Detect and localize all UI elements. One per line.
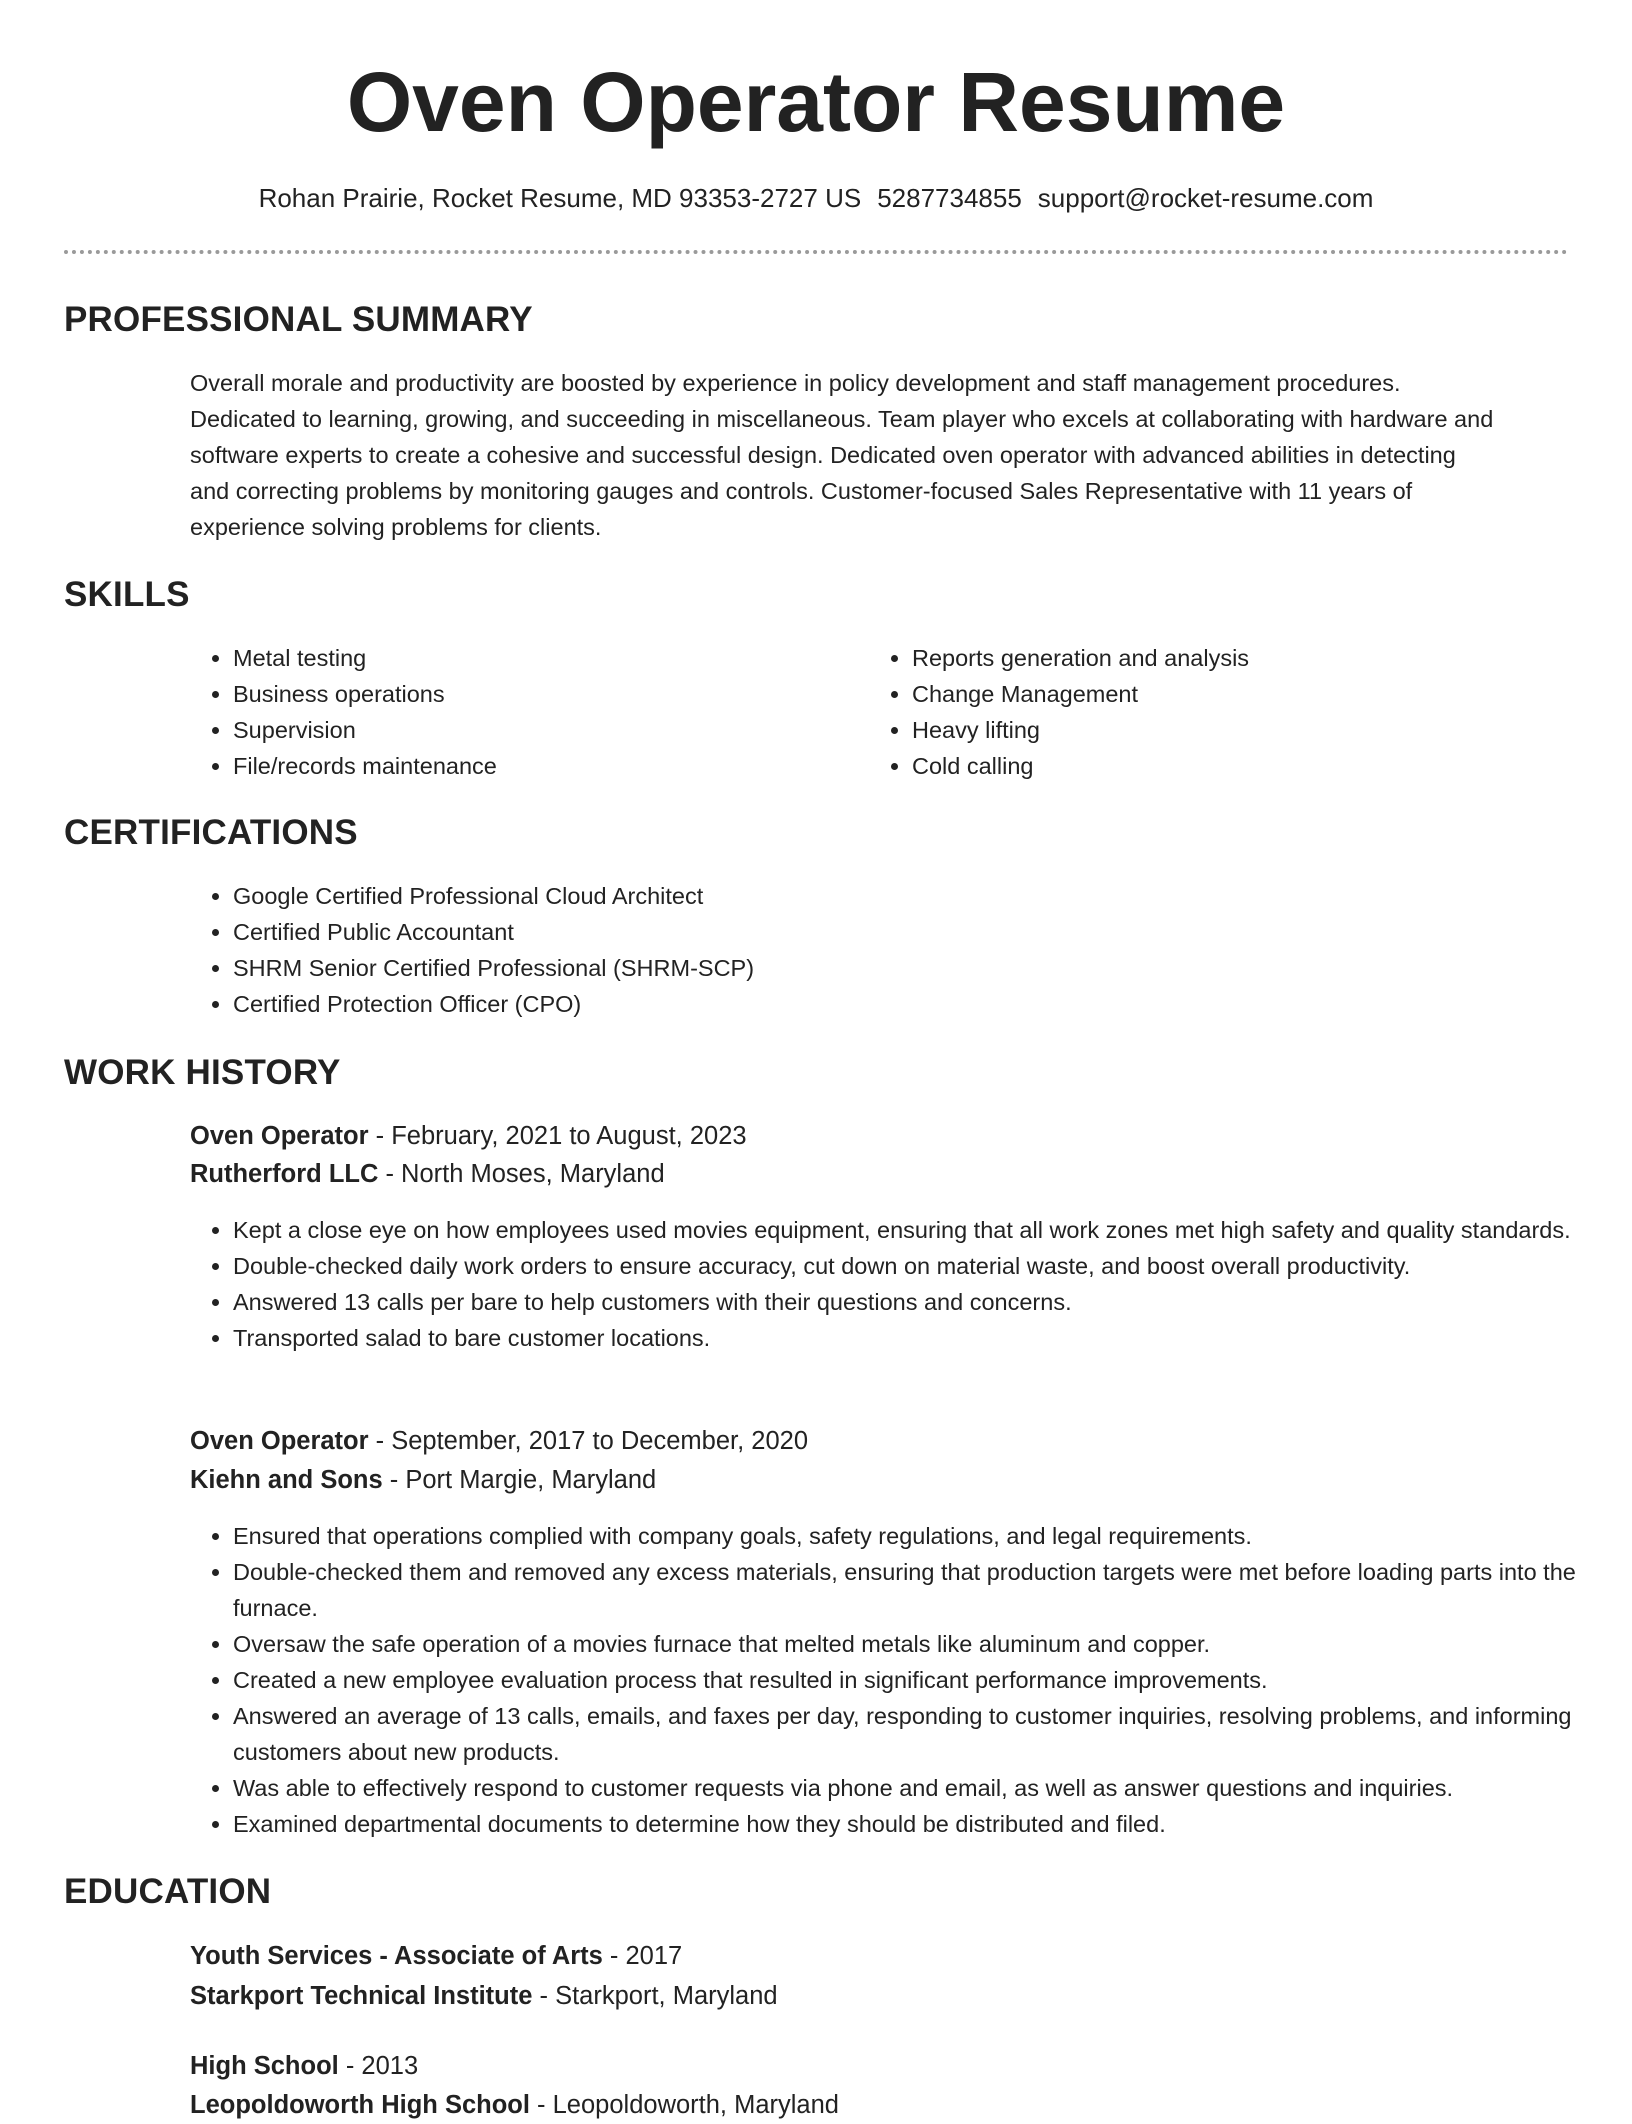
education-degree-line	[190, 1937, 682, 1975]
job-company-line	[190, 1155, 665, 1193]
education-school-line	[190, 2086, 839, 2124]
education-degree: Youth Services - Associate of Arts	[190, 1942, 603, 1970]
contact-phone: 5287734855	[877, 183, 1022, 213]
header-divider	[64, 250, 1568, 254]
certification-item: • Certified Protection Officer (CPO)	[233, 986, 1613, 1022]
skill-item: • Cold calling	[912, 748, 1532, 784]
skill-item: • Reports generation and analysis	[912, 640, 1532, 676]
summary-line: Overall morale and productivity are boosted by experience in policy development and staff management procedures.	[190, 370, 1401, 396]
summary-text	[190, 365, 1570, 545]
job-title: Oven Operator	[190, 1427, 369, 1455]
job-bullets	[190, 1518, 1613, 1842]
certifications-list	[190, 878, 1613, 1022]
education-degree-line	[190, 2047, 418, 2085]
skill-item: • Metal testing	[233, 640, 853, 676]
skill-item: • Heavy lifting	[912, 712, 1532, 748]
job-bullet: • Double-checked daily work orders to ensure accuracy, cut down on material waste, and boost overall productivity.	[233, 1248, 1613, 1284]
job-bullet: • Ensured that operations complied with company goals, safety regulations, and legal requirements.	[233, 1518, 1613, 1554]
job-dates: - February, 2021 to August, 2023	[368, 1122, 747, 1150]
job-bullet: • Was able to effectively respond to customer requests via phone and email, as well as answer questions and inquiries.	[233, 1770, 1613, 1806]
section-title-summary: PROFESSIONAL SUMMARY	[64, 300, 533, 339]
job-bullet: • Transported salad to bare customer locations.	[233, 1320, 1613, 1356]
summary-line: Dedicated to learning, growing, and succeeding in miscellaneous. Team player who excels at collaborating with hardware and	[190, 406, 1494, 432]
skills-list-right	[869, 640, 1532, 784]
job-dates: - September, 2017 to December, 2020	[368, 1427, 809, 1455]
job-bullets	[190, 1212, 1613, 1356]
education-degree: High School	[190, 2052, 339, 2080]
job-title: Oven Operator	[190, 1122, 369, 1150]
certification-item: • Google Certified Professional Cloud Architect	[233, 878, 1613, 914]
education-school: Leopoldoworth High School	[190, 2091, 530, 2119]
job-location: - North Moses, Maryland	[378, 1160, 665, 1188]
job-title-line	[190, 1117, 747, 1155]
skill-item: • File/records maintenance	[233, 748, 853, 784]
certification-item: • Certified Public Accountant	[233, 914, 1613, 950]
job-company-line	[190, 1461, 656, 1499]
job-title-line	[190, 1422, 808, 1460]
education-location: - Starkport, Maryland	[532, 1982, 778, 2010]
contact-address: Rohan Prairie, Rocket Resume, MD 93353-2727 US	[258, 183, 862, 213]
education-year: - 2013	[338, 2052, 419, 2080]
contact-line	[0, 180, 1632, 216]
job-bullet: • Kept a close eye on how employees used movies equipment, ensuring that all work zones met high safety and quality standards.	[233, 1212, 1613, 1248]
job-company: Kiehn and Sons	[190, 1466, 383, 1494]
contact-email[interactable]: support@rocket-resume.com	[1037, 183, 1374, 213]
education-year: - 2017	[602, 1942, 683, 1970]
job-bullet: • Created a new employee evaluation process that resulted in significant performance improvements.	[233, 1662, 1613, 1698]
skills-list-left	[190, 640, 853, 784]
job-bullet: • Double-checked them and removed any excess materials, ensuring that production targets were met before loading parts into the furnace.	[233, 1554, 1613, 1626]
summary-line: experience solving problems for clients.	[190, 514, 602, 540]
job-bullet: • Answered 13 calls per bare to help customers with their questions and concerns.	[233, 1284, 1613, 1320]
summary-line: software experts to create a cohesive and successful design. Dedicated oven operator with advanced abilities in detecting	[190, 442, 1456, 468]
education-school: Starkport Technical Institute	[190, 1982, 533, 2010]
education-school-line	[190, 1977, 778, 2015]
section-title-skills: SKILLS	[64, 575, 190, 614]
skill-item: • Change Management	[912, 676, 1532, 712]
skill-item: • Supervision	[233, 712, 853, 748]
resume-title: Oven Operator Resume	[346, 55, 1286, 149]
certification-item: • SHRM Senior Certified Professional (SHRM-SCP)	[233, 950, 1613, 986]
section-title-education: EDUCATION	[64, 1872, 272, 1911]
job-bullet: • Answered an average of 13 calls, emails, and faxes per day, responding to customer inquiries, resolving problems, and informing customers about new products.	[233, 1698, 1613, 1770]
job-bullet: • Examined departmental documents to determine how they should be distributed and filed.	[233, 1806, 1613, 1842]
job-location: - Port Margie, Maryland	[382, 1466, 657, 1494]
job-bullet: • Oversaw the safe operation of a movies furnace that melted metals like aluminum and copper.	[233, 1626, 1613, 1662]
job-company: Rutherford LLC	[190, 1160, 379, 1188]
education-location: - Leopoldoworth, Maryland	[529, 2091, 839, 2119]
section-title-certifications: CERTIFICATIONS	[64, 813, 358, 852]
section-title-work-history: WORK HISTORY	[64, 1053, 341, 1092]
skill-item: • Business operations	[233, 676, 853, 712]
summary-line: and correcting problems by monitoring gauges and controls. Customer-focused Sales Representative with 11 years of	[190, 478, 1413, 504]
